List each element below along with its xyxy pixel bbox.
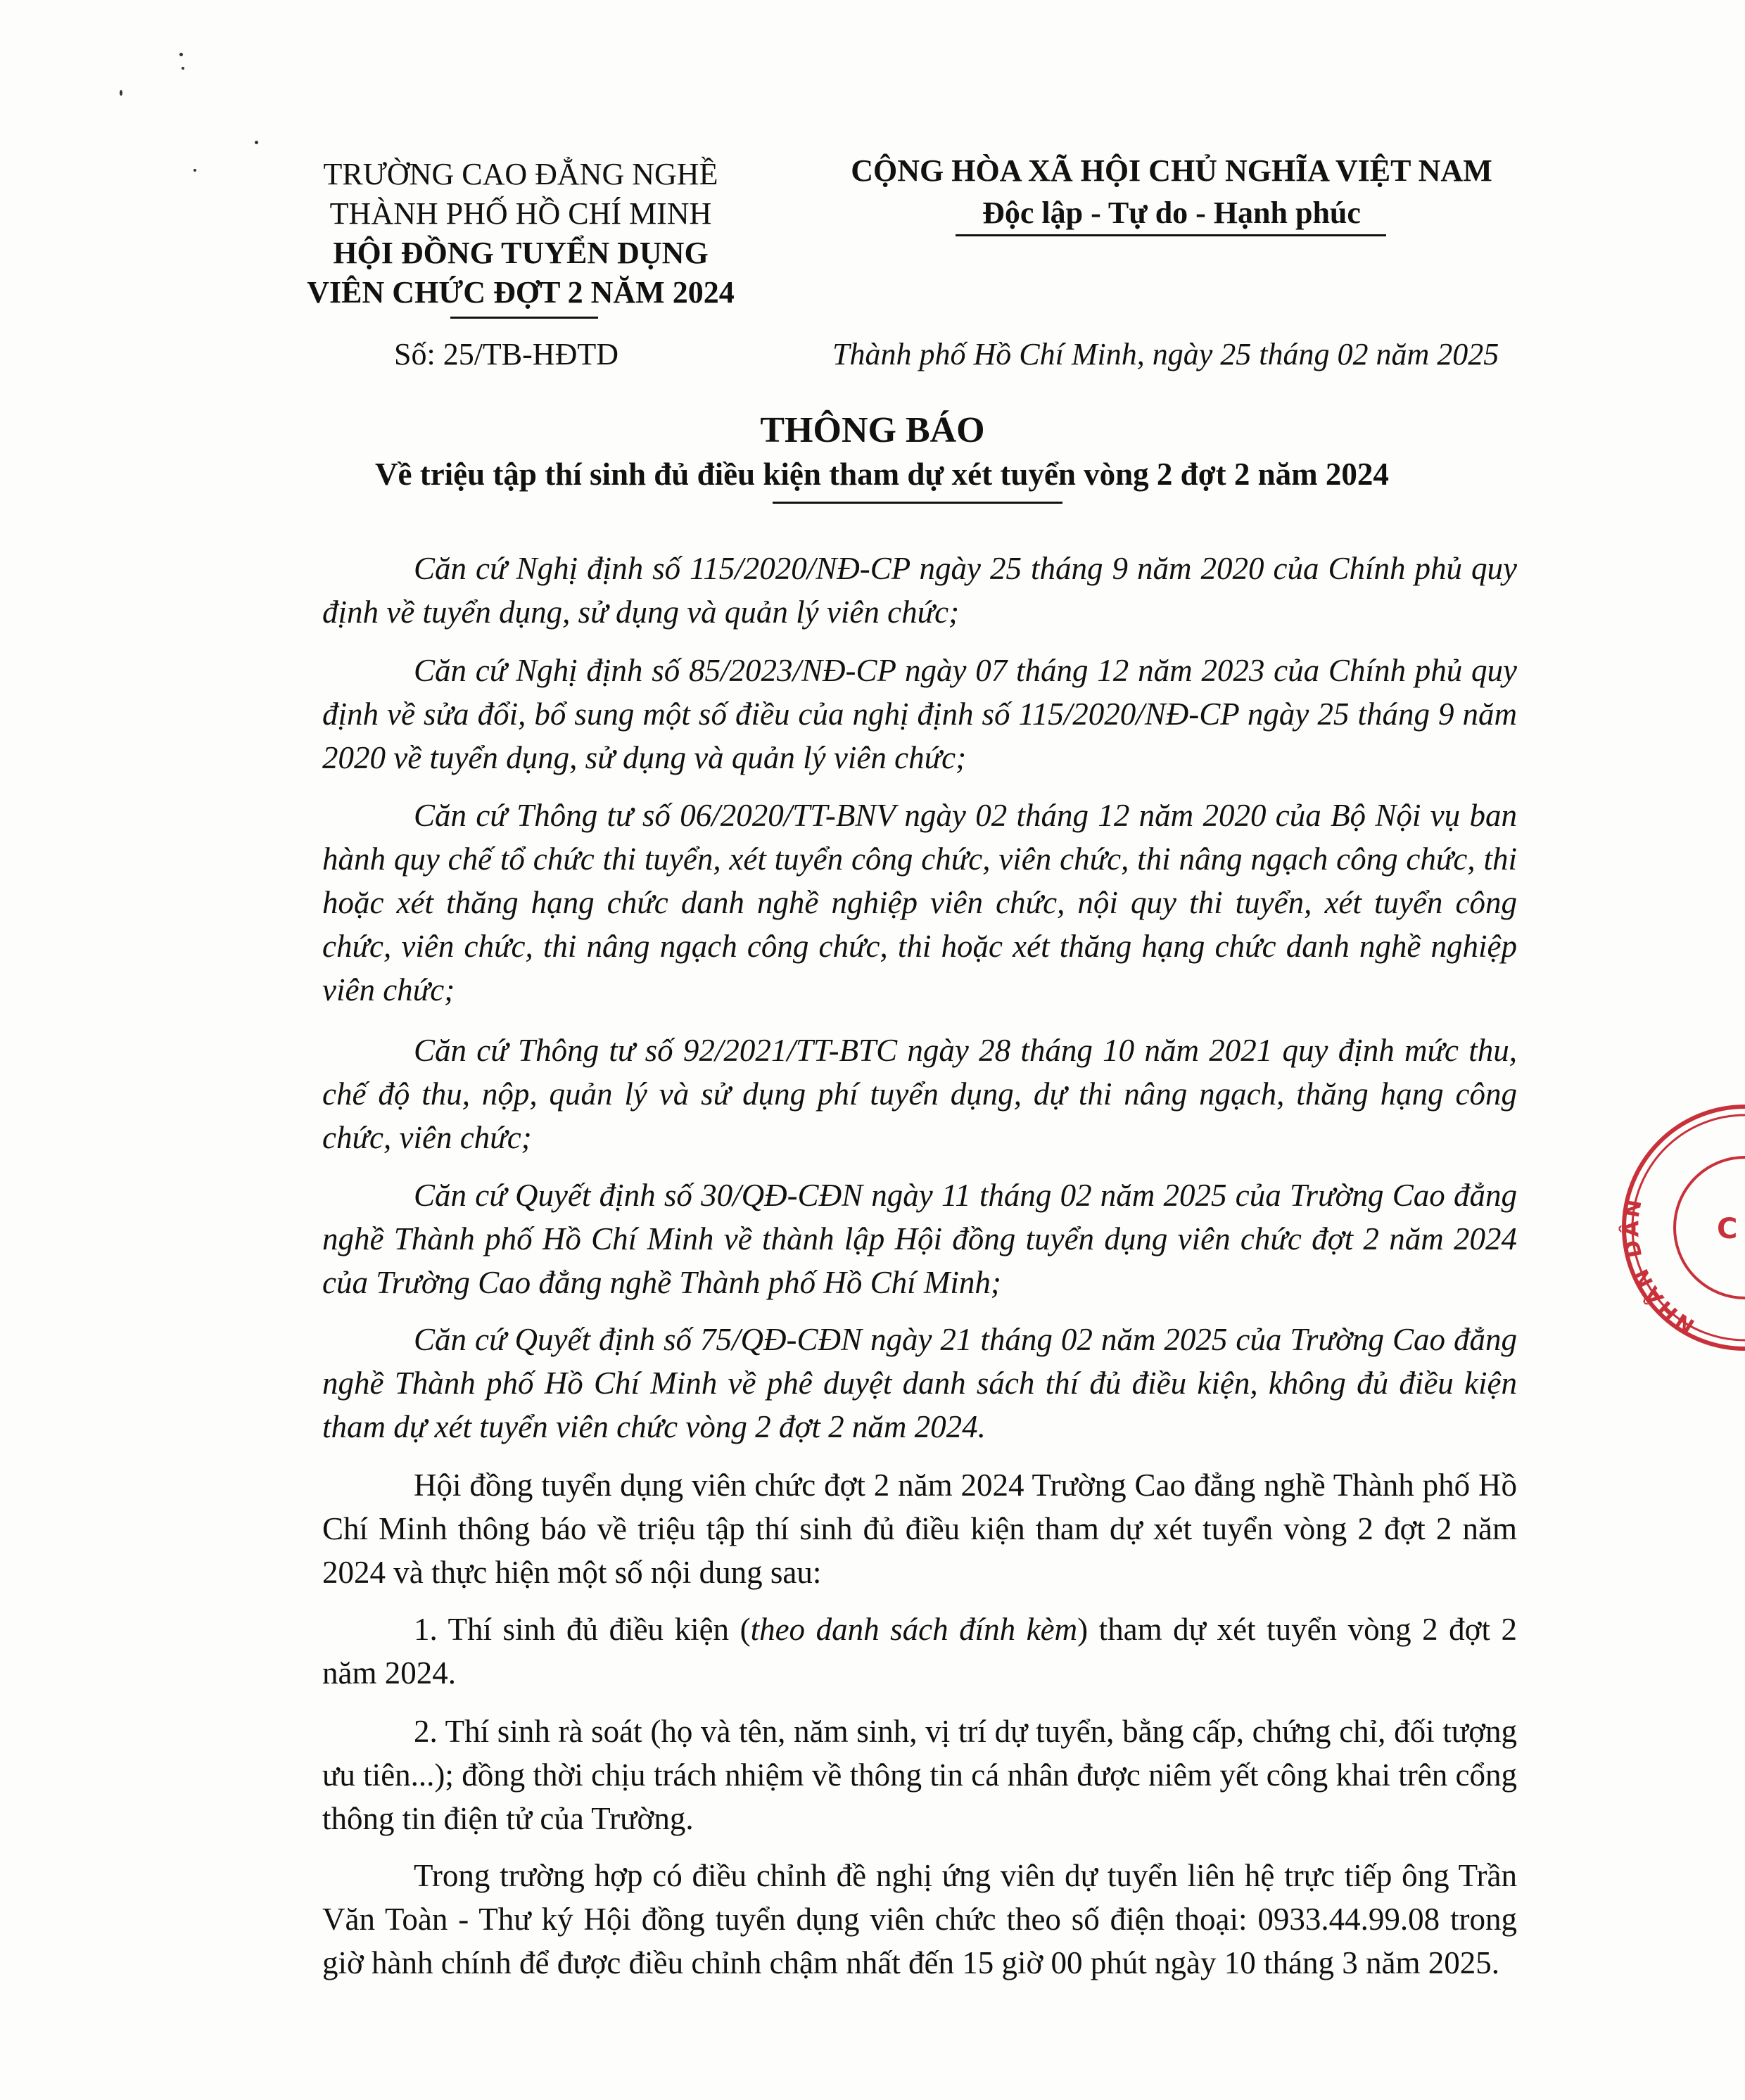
scan-speck <box>182 67 184 70</box>
svg-text:C: C <box>1717 1213 1738 1245</box>
document-date: Thành phố Hồ Chí Minh, ngày 25 tháng 02 năm 2025 <box>832 337 1499 371</box>
item-1-emphasis: theo danh sách đính kèm <box>750 1612 1078 1647</box>
closing-paragraph: Trong trường hợp có điều chỉnh đề nghị ứng viên dự tuyển liên hệ trực tiếp ông Trần Văn Toàn - Thư ký Hội đồng tuyển dụng viên chức theo số điện thoại: 0933.44.99.08 trong giờ hành chính để được điều chỉnh chậm nhất đến 15 giờ 00 phút ngày 10 tháng 3 năm 2025. <box>322 1858 1517 1980</box>
intro-paragraph: Hội đồng tuyển dụng viên chức đợt 2 năm 2024 Trường Cao đẳng nghề Thành phố Hồ Chí Minh thông báo về triệu tập thí sinh đủ điều kiện tham dự xét tuyển vòng 2 đợt 2 năm 2024 và thực hiện một số nội dung sau: <box>322 1468 1517 1590</box>
issuer-council-line2: VIÊN CHỨC ĐỢT 2 NĂM 2024 <box>307 275 735 310</box>
item-1-after: ) tham dự xét tuyển vòng 2 đợt 2 năm 2024. <box>322 1612 1517 1691</box>
legal-basis-5: Căn cứ Quyết định số 30/QĐ-CĐN ngày 11 tháng 02 năm 2025 của Trường Cao đẳng nghề Thành phố Hồ Chí Minh về thành lập Hội đồng tuyển dụng viên chức đợt 2 năm 2024 của Trường Cao đẳng nghề Thành phố Hồ Chí Minh; <box>322 1178 1517 1300</box>
item-1-before: 1. Thí sinh đủ điều kiện ( <box>414 1612 751 1647</box>
issuer-underline <box>450 317 598 319</box>
legal-basis-1: Căn cứ Nghị định số 115/2020/NĐ-CP ngày 25 tháng 9 năm 2020 của Chính phủ quy định về tuyển dụng, sử dụng và quản lý viên chức; <box>322 551 1517 630</box>
scan-speck <box>179 53 183 56</box>
legal-basis-3: Căn cứ Thông tư số 06/2020/TT-BNV ngày 02 tháng 12 năm 2020 của Bộ Nội vụ ban hành quy chế tổ chức thi tuyển, xét tuyển công chức, viên chức, thi nâng ngạch công chức, thi hoặc xét thăng hạng chức danh nghề nghiệp viên chức, nội quy thi tuyển, xét tuyển công chức, viên chức, thi nâng ngạch công chức, thi hoặc xét thăng hạng chức danh nghề nghiệp viên chức; <box>322 798 1517 1007</box>
document-subtitle: Về triệu tập thí sinh đủ điều kiện tham dự xét tuyển vòng 2 đợt 2 năm 2024 <box>375 457 1389 492</box>
seal-text: NHÂN DÂN <box>1619 1195 1699 1339</box>
issuer-school-line1: TRƯỜNG CAO ĐẲNG NGHỀ <box>323 157 718 191</box>
motto-underline <box>956 234 1386 236</box>
scan-speck <box>255 141 258 144</box>
legal-basis-6: Căn cứ Quyết định số 75/QĐ-CĐN ngày 21 tháng 02 năm 2025 của Trường Cao đẳng nghề Thành phố Hồ Chí Minh về phê duyệt danh sách thí đủ điều kiện, không đủ điều kiện tham dự xét tuyển viên chức vòng 2 đợt 2 năm 2024. <box>322 1322 1517 1444</box>
official-seal <box>1611 1097 1745 1358</box>
national-motto: Độc lập - Tự do - Hạnh phúc <box>982 196 1361 230</box>
legal-basis-2: Căn cứ Nghị định số 85/2023/NĐ-CP ngày 07 tháng 12 năm 2023 của Chính phủ quy định về sửa đổi, bổ sung một số điều của nghị định số 115/2020/NĐ-CP ngày 25 tháng 9 năm 2020 về tuyển dụng, sử dụng và quản lý viên chức; <box>322 653 1517 775</box>
seal-graphic <box>1611 1097 1745 1358</box>
document-number: Số: 25/TB-HĐTD <box>394 337 618 371</box>
subtitle-underline <box>773 502 1062 504</box>
issuer-council-line1: HỘI ĐỒNG TUYỂN DỤNG <box>333 236 709 270</box>
legal-basis-4: Căn cứ Thông tư số 92/2021/TT-BTC ngày 28 tháng 10 năm 2021 quy định mức thu, chế độ thu, nộp, quản lý và sử dụng phí tuyển dụng, dự thi nâng ngạch, thăng hạng công chức, viên chức; <box>322 1033 1517 1155</box>
national-header <box>795 151 1548 233</box>
item-1 <box>322 1608 1517 1695</box>
document-title: THÔNG BÁO <box>760 410 985 450</box>
item-2: 2. Thí sinh rà soát (họ và tên, năm sinh, vị trí dự tuyển, bằng cấp, chứng chỉ, đối tượng ưu tiên...); đồng thời chịu trách nhiệm về thông tin cá nhân được niêm yết công khai trên cổng thông tin điện tử của Trường. <box>322 1714 1517 1836</box>
national-title: CỘNG HÒA XÃ HỘI CHỦ NGHĨA VIỆT NAM <box>851 153 1492 188</box>
scan-speck <box>120 90 122 96</box>
issuer-school-line2: THÀNH PHỐ HỒ CHÍ MINH <box>329 196 712 231</box>
issuer-header <box>274 155 767 312</box>
scan-speck <box>193 169 196 172</box>
